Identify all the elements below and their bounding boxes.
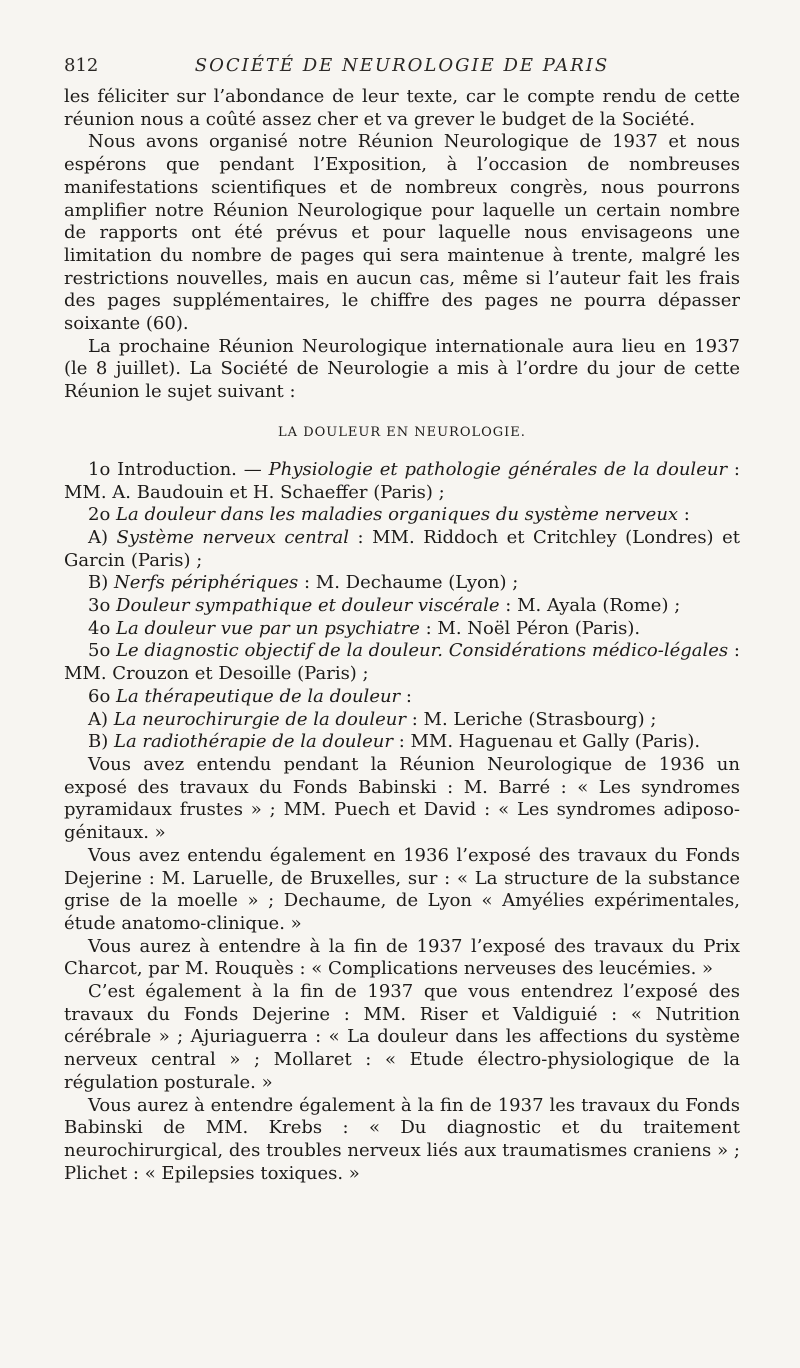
item-number: 1o: [88, 458, 111, 480]
subitem-title: Nerfs périphériques: [113, 572, 299, 594]
item-speakers: :: [400, 685, 412, 707]
paragraph: Nous avons organisé notre Réunion Neurologique de 1937 et nous espérons que pendant l’Exposition, à l’occasion de nombreuses manifestations scientifiques et de nombreux congrès, nous pourrons amplifier notre Réunion Neurologique pour laquelle un certain nombre de rapports ont été prévus et pour laquelle nous envisageons une limitation du nombre de pages qui sera maintenue à trente, malgré les restrictions nouvelles, mais en aucun cas, même si l’auteur fait les frais des pages supplémentaires, le chiffre des pages ne pourra dépasser soixante (60).: [64, 131, 740, 335]
journal-title: SOCIÉTÉ DE NEUROLOGIE DE PARIS: [194, 54, 610, 76]
item-number: 6o: [88, 685, 111, 707]
item-number: 5o: [88, 640, 111, 662]
page-number: 812: [64, 54, 99, 76]
subitem-title: La radiothérapie de la douleur: [113, 731, 393, 753]
paragraph: C’est également à la fin de 1937 que vous entendrez l’exposé des travaux du Fonds Dejerine : MM. Riser et Valdiguié : « Nutrition cérébrale » ; Ajuriaguerra : « La douleur dans les affections du système nerveux central » ; Mollaret : « Etude électro-physiologique de la régulation posturale. »: [64, 981, 740, 1093]
item-title: Douleur sympathique et douleur viscérale: [116, 595, 500, 617]
running-head: [64, 44, 740, 86]
item-speakers: : M. Noël Péron (Paris).: [419, 617, 641, 639]
item-title: Physiologie et pathologie générales de la douleur: [268, 458, 728, 480]
paragraph: La prochaine Réunion Neurologique internationale aura lieu en 1937 (le 8 juillet). La Société de Neurologie a mis à l’ordre du jour de cette Réunion le sujet suivant :: [64, 335, 740, 403]
subitem-letter: A): [88, 708, 114, 730]
item-plain-text: Introduction. —: [117, 458, 269, 480]
item-title: Le diagnostic objectif de la douleur. Considérations médico-légales: [116, 640, 729, 662]
subitem-title: La neurochirurgie de la douleur: [113, 708, 406, 730]
program-item: [64, 686, 740, 709]
paragraph: les féliciter sur l’abondance de leur texte, car le compte rendu de cette réunion nous a coûté assez cher et va grever le budget de la Société.: [64, 86, 740, 130]
item-speakers: :: [678, 504, 690, 526]
program-item: [64, 640, 740, 685]
paragraph: Vous avez entendu également en 1936 l’exposé des travaux du Fonds Dejerine : M. Laruelle, de Bruxelles, sur : « La structure de la substance grise de la moelle » ; Dechaume, de Lyon « Amyélies expérimentales, étude anatomo-clinique. »: [64, 844, 740, 934]
paragraph: Vous aurez à entendre également à la fin de 1937 les travaux du Fonds Babinski de MM. Krebs : « Du diagnostic et du traitement neurochirurgical, des troubles nerveux liés aux traumatismes craniens » ; Plichet : « Epilepsies toxiques. »: [64, 1094, 740, 1184]
program-subitem: [64, 527, 740, 572]
body-text: [64, 86, 740, 1185]
subitem-title: Système nerveux central: [116, 526, 349, 548]
item-title: La douleur vue par un psychiatre: [116, 617, 420, 639]
item-title: La thérapeutique de la douleur: [116, 685, 401, 707]
program-subitem: [64, 709, 740, 732]
subitem-speakers: : MM. Haguenau et Gally (Paris).: [392, 731, 701, 753]
program-item: [64, 504, 740, 527]
paragraph: Vous aurez à entendre à la fin de 1937 l’exposé des travaux du Prix Charcot, par M. Rouquès : « Complications nerveuses des leucémies. »: [64, 935, 740, 980]
paragraph: Vous avez entendu pendant la Réunion Neurologique de 1936 un exposé des travaux du Fonds Babinski : M. Barré : « Les syndromes pyramidaux frustes » ; MM. Puech et David : « Les syndromes adiposo-génitaux. »: [64, 753, 740, 844]
item-number: 4o: [88, 617, 111, 639]
subitem-letter: B): [88, 731, 114, 753]
program-item: [64, 459, 740, 504]
item-number: 2o: [88, 504, 111, 526]
program-subitem: [64, 572, 740, 595]
subitem-letter: B): [88, 572, 114, 594]
program-subitem: [64, 731, 740, 754]
item-title: La douleur dans les maladies organiques du système nerveux: [116, 504, 679, 526]
subitem-speakers: : M. Dechaume (Lyon) ;: [298, 572, 519, 594]
item-speakers: : MM. A. Baudouin et H. Schaeffer (Paris) ;: [64, 458, 740, 503]
program-item: [64, 618, 740, 641]
item-number: 3o: [88, 595, 111, 617]
document-page: [64, 44, 740, 1334]
section-title: LA DOULEUR EN NEUROLOGIE.: [278, 424, 526, 440]
item-speakers: : MM. Crouzon et Desoille (Paris) ;: [64, 640, 740, 685]
item-speakers: : M. Ayala (Rome) ;: [499, 595, 681, 617]
program-item: [64, 595, 740, 618]
subitem-letter: A): [88, 526, 117, 548]
subitem-speakers: : M. Leriche (Strasbourg) ;: [406, 708, 657, 730]
subitem-speakers: : MM. Riddoch et Critchley (Londres) et Garcin (Paris) ;: [64, 526, 740, 571]
